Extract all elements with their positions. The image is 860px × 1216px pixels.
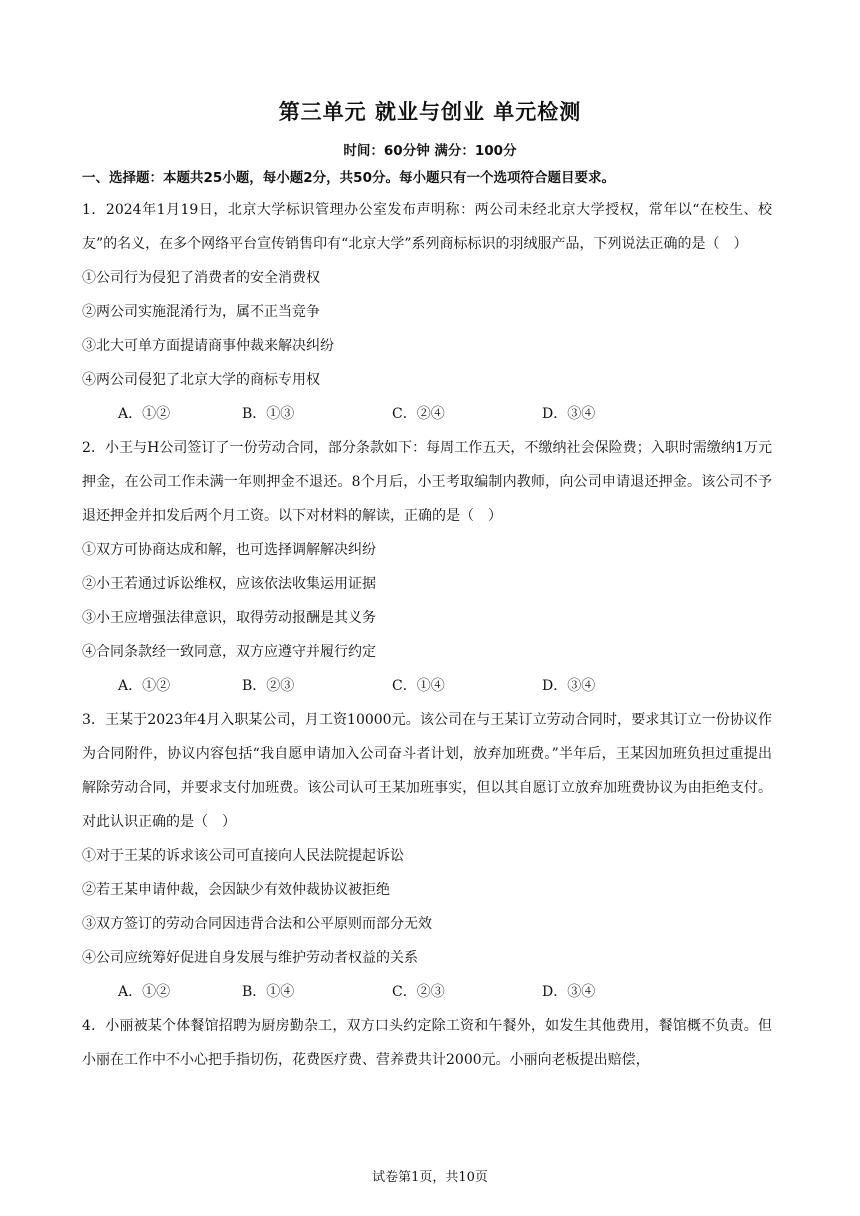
page-footer: 试卷第1页，共10页 <box>372 1170 488 1185</box>
statement: ④两公司侵犯了北京大学的商标专用权 <box>82 372 320 388</box>
answer-choices <box>82 669 772 703</box>
question-1 <box>82 193 772 431</box>
statement: ②若王某申请仲裁，会因缺少有效仲裁协议被拒绝 <box>82 882 390 898</box>
choice-d[interactable]: D．③④ <box>542 678 596 694</box>
statement: ③小王应增强法律意识，取得劳动报酬是其义务 <box>82 610 376 626</box>
question-list <box>82 193 772 1077</box>
choice-b[interactable]: B．①④ <box>242 984 295 1000</box>
statement: ②小王若通过诉讼维权，应该依法收集运用证据 <box>82 576 376 592</box>
choice-d[interactable]: D．③④ <box>542 406 596 422</box>
statement: ④公司应统筹好促进自身发展与维护劳动者权益的关系 <box>82 950 418 966</box>
choice-c[interactable]: C．①④ <box>392 678 445 694</box>
statement: ④合同条款经一致同意，双方应遵守并履行约定 <box>82 644 376 660</box>
question-4 <box>82 1009 772 1077</box>
choice-a[interactable]: A．①② <box>118 984 171 1000</box>
statement: ③北大可单方面提请商事仲裁来解决纠纷 <box>82 338 334 354</box>
statement: ③双方签订的劳动合同因违背合法和公平原则而部分无效 <box>82 916 432 932</box>
question-2 <box>82 431 772 703</box>
question-stem: 2．小王与H公司签订了一份劳动合同，部分条款如下：每周工作五天，不缴纳社会保险费；入职时需缴纳1万元押金，在公司工作未满一年则押金不退还。8个月后，小王考取编制内教师，向公司申请退还押金。该公司不予退还押金并扣发后两个月工资。以下对材料的解读，正确的是（ ） <box>82 440 772 524</box>
section-header: 一、选择题：本题共25小题，每小题2分，共50分。每小题只有一个选项符合题目要求。 <box>82 170 615 186</box>
page-title: 第三单元 就业与创业 单元检测 <box>278 100 582 124</box>
question-stem: 3．王某于2023年4月入职某公司，月工资10000元。该公司在与王某订立劳动合同时，要求其订立一份协议作为合同附件，协议内容包括“我自愿申请加入公司奋斗者计划，放弃加班费。”半年后，王某因加班负担过重提出解除劳动合同，并要求支付加班费。该公司认可王某加班事实，但以其自愿订立放弃加班费协议为由拒绝支付。对此认识正确的是（ ） <box>82 712 772 830</box>
choice-b[interactable]: B．①③ <box>242 406 295 422</box>
choice-d[interactable]: D．③④ <box>542 984 596 1000</box>
answer-choices <box>82 397 772 431</box>
question-stem: 1．2024年1月19日，北京大学标识管理办公室发布声明称：两公司未经北京大学授权，常年以“在校生、校友”的名义，在多个网络平台宣传销售印有“北京大学”系列商标标识的羽绒服产品，下列说法正确的是（ ） <box>82 202 772 252</box>
statement: ①对于王某的诉求该公司可直接向人民法院提起诉讼 <box>82 848 404 864</box>
statement: ②两公司实施混淆行为，属不正当竞争 <box>82 304 320 320</box>
statement: ①公司行为侵犯了消费者的安全消费权 <box>82 270 320 286</box>
choice-c[interactable]: C．②③ <box>392 984 445 1000</box>
choice-a[interactable]: A．①② <box>118 678 171 694</box>
statement: ①双方可协商达成和解，也可选择调解解决纠纷 <box>82 542 376 558</box>
choice-a[interactable]: A．①② <box>118 406 171 422</box>
choice-c[interactable]: C．②④ <box>392 406 445 422</box>
choice-b[interactable]: B．②③ <box>242 678 295 694</box>
question-3 <box>82 703 772 1009</box>
question-stem: 4．小丽被某个体餐馆招聘为厨房勤杂工，双方口头约定除工资和午餐外，如发生其他费用，餐馆概不负责。但小丽在工作中不小心把手指切伤，花费医疗费、营养费共计2000元。小丽向老板提出赔偿， <box>82 1018 772 1068</box>
exam-info: 时间：60分钟 满分：100分 <box>343 143 517 159</box>
answer-choices <box>82 975 772 1009</box>
